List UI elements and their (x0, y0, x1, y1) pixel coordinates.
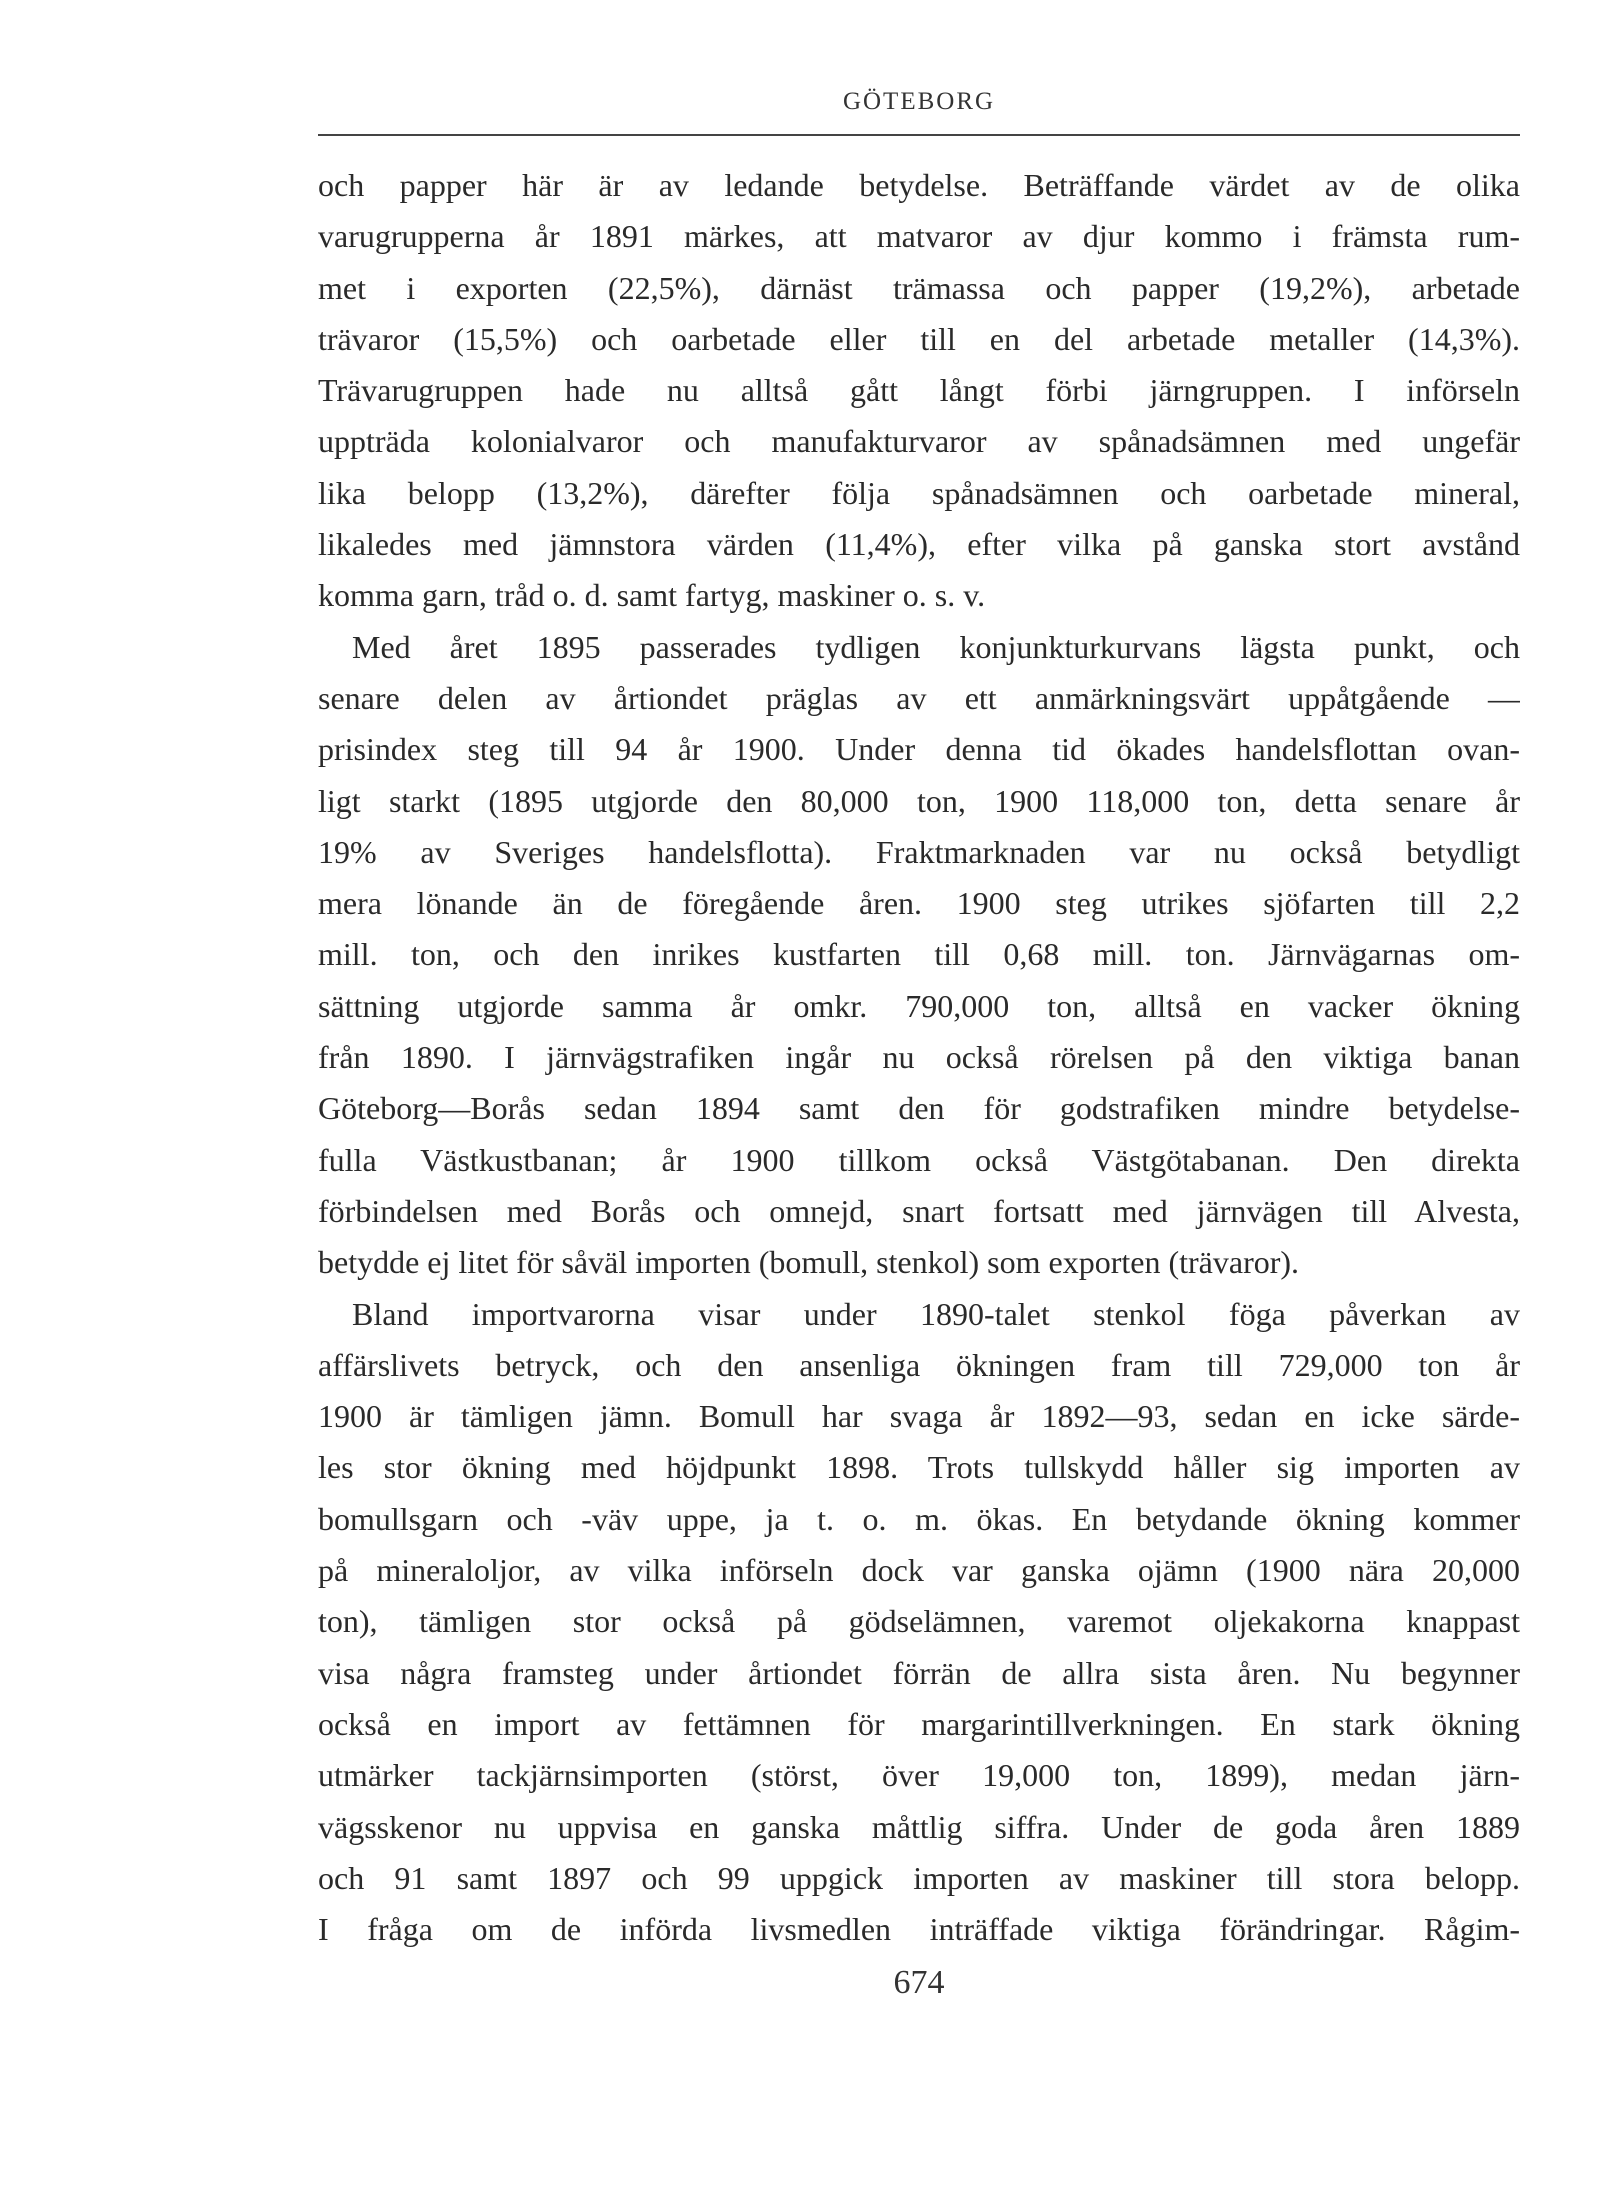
running-header: GÖTEBORG (842, 88, 996, 115)
text-line: likaledes med jämnstora värden (11,4%), efter vilka på ganska stort avstånd (318, 526, 1520, 563)
text-line: 19% av Sveriges handelsflotta). Fraktmarknaden var nu också betydligt (318, 833, 1520, 870)
text-line: mill. ton, och den inrikes kustfarten till 0,68 mill. ton. Järnvägarnas om- (318, 936, 1520, 973)
body-text (318, 160, 1520, 1955)
text-line: senare delen av årtiondet präglas av ett anmärkningsvärt uppåtgående — (318, 679, 1520, 716)
text-line: bomullsgarn och -väv uppe, ja t. o. m. ökas. En betydande ökning kommer (318, 1500, 1520, 1537)
text-line: Göteborg—Borås sedan 1894 samt den för godstrafiken mindre betydelse- (318, 1090, 1520, 1127)
text-line: fulla Västkustbanan; år 1900 tillkom också Västgötabanan. Den direkta (318, 1141, 1520, 1178)
text-line: ton), tämligen stor också på gödselämnen, varemot oljekakorna knappast (318, 1603, 1520, 1640)
text-line: vägsskenor nu uppvisa en ganska måttlig siffra. Under de goda åren 1889 (318, 1808, 1520, 1845)
paragraph-end-line: betydde ej litet för såväl importen (bomull, stenkol) som exporten (trävaror). (318, 1244, 1300, 1281)
text-line: 1900 är tämligen jämn. Bomull har svaga år 1892—93, sedan en icke särde- (318, 1398, 1520, 1435)
text-line: också en import av fettämnen för margarintillverkningen. En stark ökning (318, 1705, 1520, 1742)
text-line: mera lönande än de föregående åren. 1900 steg utrikes sjöfarten till 2,2 (318, 885, 1520, 922)
text-line: Trävarugruppen hade nu alltså gått långt förbi järngruppen. I införseln (318, 372, 1520, 409)
header-rule (318, 134, 1520, 136)
text-line: affärslivets betryck, och den ansenliga ökningen fram till 729,000 ton år (318, 1346, 1520, 1383)
text-line: visa några framsteg under årtiondet förrän de allra sista åren. Nu begynner (318, 1654, 1520, 1691)
text-line: och papper här är av ledande betydelse. Beträffande värdet av de olika (318, 167, 1520, 203)
paragraph-start-line: Bland importvarorna visar under 1890-talet stenkol föga påverkan av (352, 1295, 1520, 1332)
text-line: sättning utgjorde samma år omkr. 790,000 ton, alltså en vacker ökning (318, 987, 1520, 1024)
text-line: trävaror (15,5%) och oarbetade eller till en del arbetade metaller (14,3%). (318, 320, 1520, 357)
text-line: lika belopp (13,2%), därefter följa spånadsämnen och oarbetade mineral, (318, 474, 1520, 511)
text-line: I fråga om de införda livsmedlen inträffade viktiga förändringar. Rågim- (318, 1911, 1520, 1948)
text-line: met i exporten (22,5%), därnäst trämassa och papper (19,2%), arbetade (318, 269, 1520, 306)
text-line: och 91 samt 1897 och 99 uppgick importen av maskiner till stora belopp. (318, 1859, 1520, 1896)
paragraph-start-line: Med året 1895 passerades tydligen konjunkturkurvans lägsta punkt, och (352, 628, 1520, 665)
text-line: ligt starkt (1895 utgjorde den 80,000 ton, 1900 118,000 ton, detta senare år (318, 782, 1520, 819)
text-line: från 1890. I järnvägstrafiken ingår nu också rörelsen på den viktiga banan (318, 1039, 1520, 1076)
page-number: 674 (893, 1964, 945, 2001)
text-line: prisindex steg till 94 år 1900. Under denna tid ökades handelsflottan ovan- (318, 731, 1520, 768)
text-line: les stor ökning med höjdpunkt 1898. Trots tullskydd håller sig importen av (318, 1449, 1520, 1486)
paragraph-end-line: komma garn, tråd o. d. samt fartyg, maskiner o. s. v. (318, 577, 986, 614)
text-line: på mineraloljor, av vilka införseln dock var ganska ojämn (1900 nära 20,000 (318, 1552, 1520, 1589)
text-line: varugrupperna år 1891 märkes, att matvaror av djur kommo i främsta rum- (318, 218, 1520, 255)
text-line: utmärker tackjärnsimporten (störst, över 19,000 ton, 1899), medan järn- (318, 1757, 1520, 1794)
text-line: uppträda kolonialvaror och manufakturvaror av spånadsämnen med ungefär (318, 423, 1520, 460)
text-line: förbindelsen med Borås och omnejd, snart fortsatt med järnvägen till Alvesta, (318, 1192, 1520, 1229)
